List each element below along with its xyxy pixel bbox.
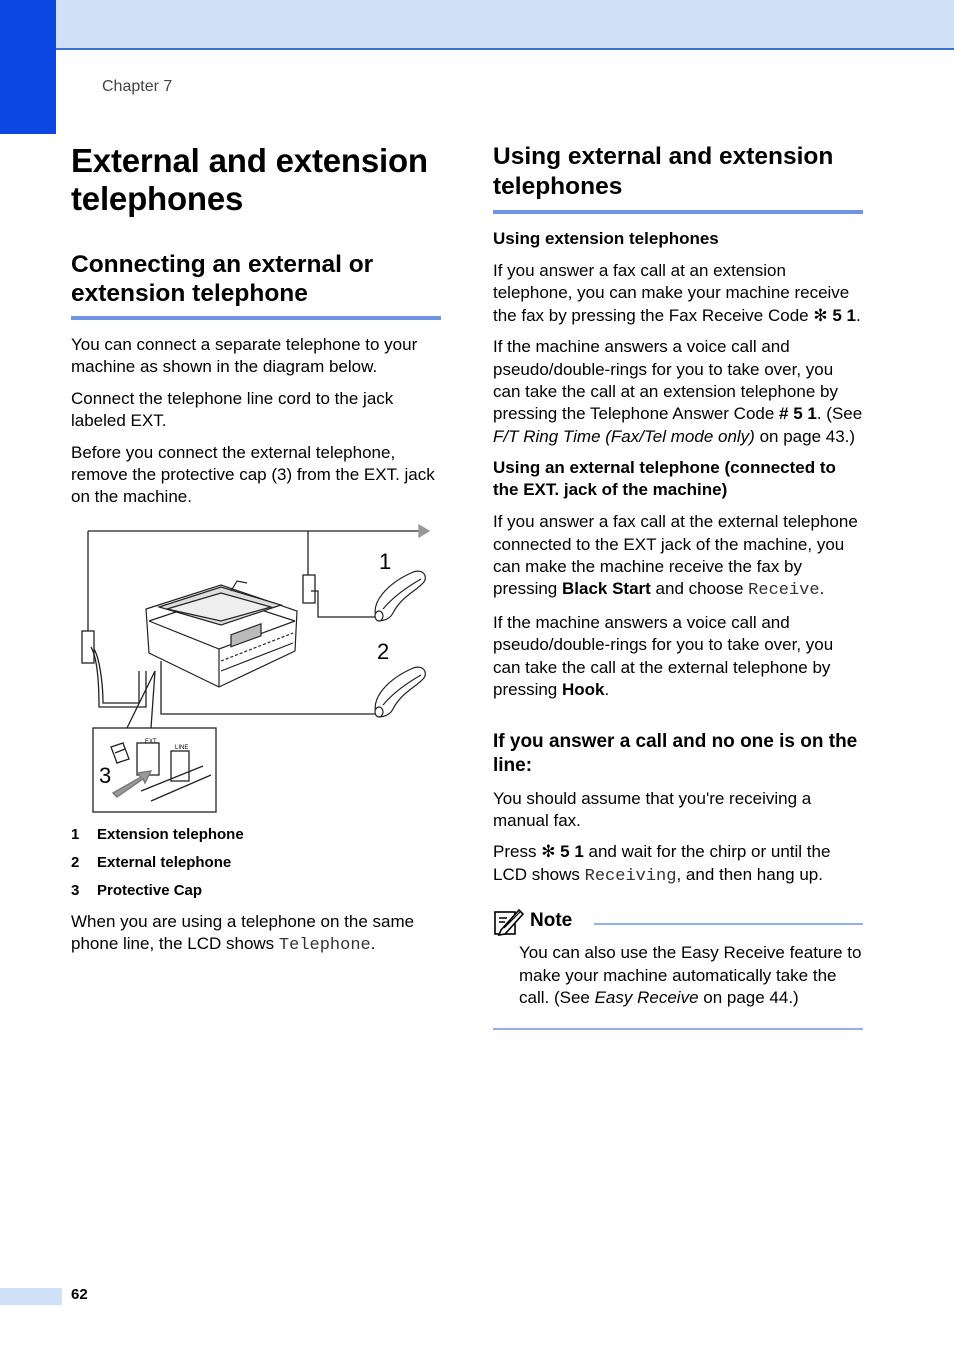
lcd-text: Receive — [748, 581, 820, 601]
cross-reference: Easy Receive — [594, 987, 699, 1007]
subheading-no-one: If you answer a call and no one is on the line: — [493, 730, 858, 776]
page-number: 62 — [71, 1286, 88, 1303]
paragraph: If you answer a fax call at the external telephone connected to the EXT jack of the machine, you can make the machine receive the fax by pressing Black Start and choose Receive. — [493, 512, 858, 601]
wall-jack-ext — [303, 575, 315, 603]
paragraph: Connect the telephone line cord to the jack labeled EXT. — [71, 388, 394, 431]
chapter-label: Chapter 7 — [102, 78, 173, 95]
arrow-icon — [113, 771, 151, 797]
lcd-text: Telephone — [278, 936, 371, 956]
subheading-extension: Using extension telephones — [493, 229, 719, 248]
legend-number: 2 — [71, 853, 80, 871]
cross-reference: F/T Ring Time (Fax/Tel mode only) — [493, 426, 755, 446]
legend-text: Protective Cap — [97, 881, 203, 899]
legend-text: Extension telephone — [97, 825, 244, 843]
connection-diagram — [71, 521, 441, 815]
extension-telephone — [375, 571, 425, 621]
label-ext: EXT. — [145, 738, 158, 745]
legend-number: 1 — [71, 825, 80, 843]
legend-text: External telephone — [97, 853, 232, 871]
section-title-connecting: Connecting an external or extension telephone — [71, 250, 441, 320]
left-column — [71, 142, 441, 967]
star-icon: ✻ — [813, 305, 828, 325]
note-rule — [594, 923, 863, 925]
jack-panel — [111, 743, 211, 801]
note-pencil-icon — [493, 906, 525, 936]
header-band — [0, 0, 954, 50]
subheading-external: Using an external telephone (connected to the EXT. jack of the machine) — [493, 458, 836, 500]
paragraph: If you answer a fax call at an extension telephone, you can make your machine receive the fax by pressing the Fax Receive Code ✻ 5 1. — [493, 261, 861, 325]
paragraph: If the machine answers a voice call and pseudo/double-rings for you to take over, you can take the call at an extension telephone by pressing the Telephone Answer Code # 5 1. (See F/T Ring Time (Fax/Tel mode only) on page 43.) — [493, 337, 863, 446]
page-number-band — [0, 1288, 62, 1305]
key-name: Hook — [561, 680, 605, 700]
fax-machine — [146, 581, 297, 687]
page-title: External and extension telephones — [71, 142, 428, 217]
note-text: You can also use the Easy Receive feature to make your machine automatically take the call. (See Easy Receive on page 44.) — [519, 943, 862, 1007]
label-1: 1 — [379, 548, 392, 574]
paragraph: If the machine answers a voice call and pseudo/double-rings for you to take over, you can take the call at the external telephone by pressing Hook. — [493, 612, 834, 700]
note-header — [493, 906, 863, 936]
wall-jack — [82, 631, 94, 663]
legend-item — [71, 853, 441, 873]
arrow-icon — [419, 525, 429, 537]
paragraph: You can connect a separate telephone to your machine as shown in the diagram below. — [71, 335, 418, 377]
key-name: Black Start — [561, 579, 651, 599]
star-icon: ✻ — [541, 842, 556, 862]
paragraph: Before you connect the external telephone, remove the protective cap (3) from the EXT. jack on the machine. — [71, 442, 435, 507]
paragraph: When you are using a telephone on the same phone line, the LCD shows Telephone. — [71, 911, 415, 956]
section-title-using: Using external and extension telephones — [493, 142, 863, 214]
connection-diagram-svg — [71, 521, 441, 815]
external-telephone — [375, 667, 425, 717]
paragraph: Press ✻ 5 1 and wait for the chirp or until the LCD shows Receiving, and then hang up. — [493, 842, 831, 886]
chapter-tab — [0, 0, 56, 134]
label-2: 2 — [377, 638, 390, 664]
paragraph: You should assume that you're receiving a manual fax. — [493, 788, 812, 830]
note-label: Note — [530, 910, 573, 932]
legend-item — [71, 825, 441, 845]
legend-number: 3 — [71, 881, 80, 899]
legend-item — [71, 881, 441, 901]
label-line: LINE — [175, 744, 189, 751]
right-column — [493, 142, 863, 1030]
note-box — [493, 906, 863, 1030]
label-3: 3 — [99, 762, 112, 788]
lcd-text: Receiving — [584, 866, 677, 886]
